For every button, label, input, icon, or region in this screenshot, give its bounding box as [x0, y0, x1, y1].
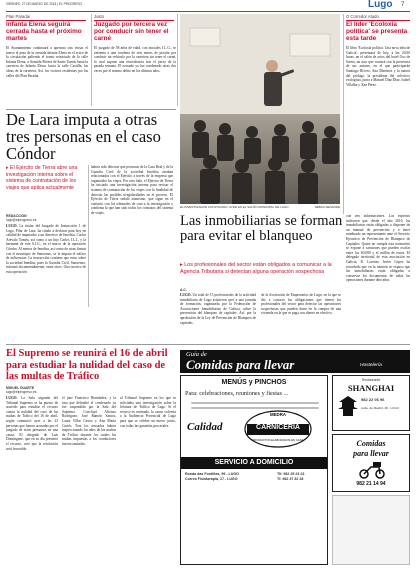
traffic-byline: MIGUEL DUARTE: [6, 386, 35, 390]
guide-label: Guía de: [186, 351, 207, 358]
feature-deck-text: Los profesionales del sector están obligados a comunicar a la Agencia Tributaria si detectan alguna operación sospechosa: [180, 262, 332, 275]
col4-body: El libro 'Ecoloxía política. Una nova idea de Galicia', presentará de hoy, a las 20.00 horas, en el salón de actos del hotel Oso de Sarria, un acto que contará con la presencia de sus autores, en el que participarán Santiago Rivero, Ana Martínez y la autora del prólogo, la presidenta del colectivo ecologista, junto a Manuel Díaz Díaz, Isabel Villalba y Xan Pérez.: [346, 46, 410, 87]
restaurant-phones: 982 22 06 96: [361, 397, 385, 402]
guide-title: Comidas para llevar: [186, 357, 295, 372]
feature-byline: A.C.: [180, 288, 187, 292]
phone-line1: Tlf. 982 25 23 23: [277, 472, 305, 476]
traffic-email: lugo@elprogreso.es: [6, 390, 37, 394]
news-photo: [180, 14, 340, 204]
col2-label: Justo: [94, 14, 105, 19]
traffic-body-col3: al Tribunal Supremo en los que se solicitaba una investigación sobre la Jefatura de Tráfico de Lugo. Si el recurso es estimado, la causa volvería a la Audiencia Provincial de Lugo para que se celebre un nuevo juicio, con todas las garantías procesales.: [120, 396, 176, 428]
service-banner: SERVICIO A DOMICILIO: [181, 457, 327, 469]
feature-body-col2: de la Asociación de Empresarios de Lugo, en la que se dio a conocer las obligaciones que tienen los profesionales del sector para detectar las operaciones sospechosas que pueden darse en la compra de una vivienda en la que se paga con dinero en efectivo.: [261, 293, 341, 316]
restaurant-sub: Restaurante: [361, 378, 381, 382]
photo-caption: EL INVESTIGADOR CONVOCADO, AYER EN EL SALÓN MUNICIPAL DE LUGO: [180, 205, 289, 209]
col4-label: O Corredor Atado: [346, 14, 379, 19]
traffic-body-col1: [6, 396, 58, 564]
traffic-body-col2: el juez Francisco Hernández, y la tasa que defendió el condenado ya fue suspendida por la Sala del Supremo. Concluyó Alfonso Rodríguez, José Ramón Santos, Laura Villar Castro y Ana María Cortés. Tras los acusados habría inspeccionado los años de las multas de Tráfico durante los cuales las multas impuestas a los conductores fueron anuladas.: [62, 396, 116, 446]
col2-headline: Juzgado por tercera vez por conducir sin tener el carné: [94, 21, 169, 42]
feature-body-col1-text: Un total de 15 profesionales de la actividad inmobiliaria de Lugo asistieron ayer a una jornada de formación, organizada por la Federación de Asociaciones Inmobiliarias de Galicia, sobre la prevención del blanqueo de capitales. Así, por la aprobación de la Ley de Prevención de Blanqueo de capitales.: [180, 293, 256, 325]
feature-headline: Las inmobiliarias se forman para evitar el blanqueo: [180, 213, 343, 244]
ad-placeholder: [332, 495, 410, 565]
col1-body: El Ayuntamiento continuará a apertura tras avisar el nuevo el paso de la avenida Infanta Elena en el cruce de la circulación paliendo el tramo reiniciado de la calle Infanta Elena, a Avenida Rivera de Santo Tomás hasta la carretera de Infanta Elena, hacia la calle Castilla, las obras de la carretera. Así, los vecinos residentes por las calles del Plan Paradai.: [6, 46, 88, 78]
pizza-phone: 982 21 14 94: [356, 481, 386, 487]
page-number: 7: [401, 2, 405, 8]
carniceria-top: MEDRA: [269, 412, 287, 417]
menus-title: MENÚS y PINCHOS: [221, 379, 287, 386]
photo-credit: SEBAS SENANDE: [314, 205, 340, 209]
pagoda-icon: [337, 394, 359, 418]
lead-headline: De Lara imputa a otras tres personas en el caso Cóndor: [6, 110, 161, 163]
guide-banner: [180, 350, 410, 373]
lead-body-col2: habría sido detectar que personas de la Casa Real y de la Guardia Civil de la sociedad Imedisa estaban relacionados con el Ejército a través de la empresa que organizaba los viajes. Por otro lado, el Ejército de Tierra ha iniciado una investigación interna para revisar el sistema de contratación de los viajes con la finalidad de detectar las posibles irregularidades en el proceso. El Ejército de Tierra señaló asimismo, que sigue en el contacto con los tribunales de cara a la investigación y confirma la que han sido todos los contratos del sistema de viajes.: [91, 165, 173, 215]
address-line2: Correo Fisiotarapia, 17 - LUGO: [185, 477, 238, 481]
pizza-line1: Comidas: [356, 439, 386, 448]
date-line: VIERNES, 27 DE MARZO DE 2015 | EL PROGRESO: [6, 2, 82, 6]
lead-body-col1: [6, 224, 86, 310]
pizza-line2: para llevar: [353, 449, 389, 458]
scooter-icon: [359, 461, 385, 479]
pizza-ad: [332, 434, 410, 492]
feature-deck: [180, 262, 344, 276]
lead-deck: [6, 165, 84, 191]
col1-headline: Infanta Elena seguirá cerrada hasta el próximo martes: [6, 21, 82, 42]
feature-dateline: LUGO.: [180, 293, 192, 297]
restaurant-title: SHANGHAI: [347, 383, 395, 393]
feature-body-col3: con tres informaciones. Los expertos indicaron que, desde el año 2010, las inmobiliarias están obligadas a disponer de un manual de prevención y a tener nombrado un representante ante el Servicio Ejecutivo de Prevención de Blanqueo de Capitales. Quien no cumpla esta normativa se expone a sanciones que pueden oscilar entre los 60.000 y el millón de euros. El delegado territorial de esta asociación en Galicia, D. Lorenzo Javier López ha recordado que en la reunión se expuso que las inmobiliarias están obligadas a conservar los documentos de todas las operaciones durante diez años.: [346, 214, 410, 283]
meeting-scene-illustration: [180, 14, 340, 204]
traffic-body-col1-text: La Sala segunda del Tribunal Supremo se ha puesto de acuerdo para estudiar el recurso contra la nulidad del caso de las multas de Tráfico del 16 de abril, según comunicó ayer a las 23 personas que fueron acusadas por el juzgado de estos presuntos en una causa. El abogado de Luis Domínguez, que en su día presentó el recurso, cree que la resolución será favorable.: [6, 396, 58, 451]
restaurant-address: Avda. de Madrid, 28 · LUGO: [361, 406, 399, 410]
phone-line2: Tf. 982 37 32 28: [277, 477, 304, 481]
guide-tag: Hostelería: [360, 363, 382, 368]
col4-headline: El líder 'Ecoloxía política' se presenta esta tarde: [346, 21, 408, 42]
carniceria-name: CARNICERÍA: [256, 424, 300, 431]
menus-line: Para: celebraciones, reuniones y fiestas ...: [185, 390, 289, 397]
lead-byline: REDACCIÓN: [6, 214, 27, 218]
col2-body: El juzgado de 58 años de edad, con iniciales J.L.G., se enfrenta a una condena de seis meses de prisión por conducir un vehículo por la carretera sin tener el carné, lo cual supone una reincidencia tras el juicio de la pasada semana. El acusado ya fue condenado otras dos veces por el mismo delito en los últimos años.: [94, 46, 176, 73]
carniceria-ad: [180, 375, 328, 565]
lead-deck-text: El Ejército de Tierra abre una investigación interna sobre el sistema de contratación de los viajes que aplica actualmente: [6, 165, 78, 191]
shanghai-ad: [332, 375, 410, 431]
feature-body-col1: [180, 293, 256, 343]
lead-email: lugo@elprogreso.es: [6, 218, 37, 222]
address-line1: Ronda das Fontiñas, 99 - LUGO: [185, 472, 239, 476]
section-title: Lugo: [368, 0, 393, 10]
lead-dateline: LUGO.: [6, 224, 18, 228]
calidad-word: Calidad: [187, 421, 223, 433]
col1-label: Plan Paradai: [6, 14, 30, 19]
carniceria-sub: PRODUCTOS ELABORADOS EN CASA: [252, 438, 304, 442]
deck-bullet-icon: ▸: [6, 165, 11, 171]
feature-bullet-icon: ▸: [180, 262, 185, 268]
lead-body-col1-text: La titular del Juzgado de Instrucción 1 de Lugo, Pilar de Lara, ha citado a declarar para hoy en calidad de imputados a un directivo de Imedisa, Carlos Arévalo Toméa, así como a un hijo Carlos I.L.I., y la hermana de este S.I.G., en el marco de la operación Cóndor. Al menos de Imedisa, así como de otras firmas con el municipio de Sanxenxo, se le imputa el tráfico de influencias. La instrucción contiene que estas sobre la sociedad Imedisa, pues la Guardia Civil, Sanxenxo, informó documentalmente, entre otros. Otro motivo de esta operación: [6, 224, 86, 274]
traffic-headline: El Supremo se reunirá el 16 de abril para estudiar la nulidad del caso de las multas de Tráfico: [6, 348, 168, 382]
traffic-dateline: LUGO.: [6, 396, 18, 400]
